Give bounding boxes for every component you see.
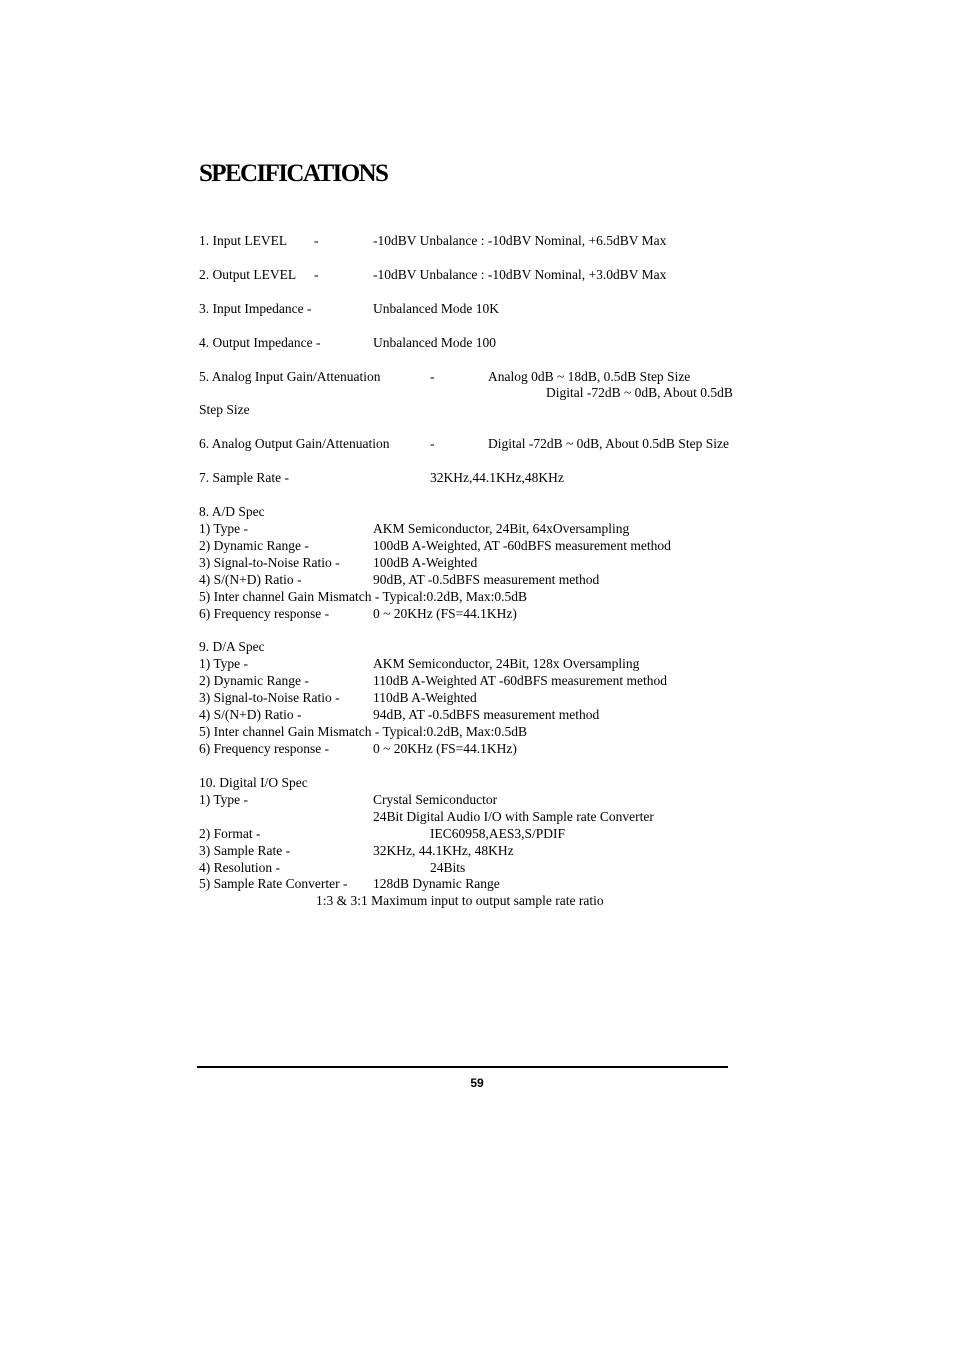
spec-sample-rate-label: 7. Sample Rate - xyxy=(199,470,289,485)
page-number: 59 xyxy=(470,1076,484,1090)
ad-snd-ratio-value: 90dB, AT -0.5dBFS measurement method xyxy=(373,572,600,587)
spec-analog-input-gain-value-2: Digital -72dB ~ 0dB, About 0.5dB xyxy=(546,385,733,400)
spec-output-level-value: -10dBV Unbalance : -10dBV Nominal, +3.0dBV Max xyxy=(373,267,667,282)
dio-format-label: 2) Format - xyxy=(199,826,261,841)
da-snr-label: 3) Signal-to-Noise Ratio - xyxy=(199,690,340,705)
ad-dynamic-range-value: 100dB A-Weighted, AT -60dBFS measurement method xyxy=(373,538,671,553)
ad-snr-value: 100dB A-Weighted xyxy=(373,555,478,570)
da-frequency-response-value: 0 ~ 20KHz (FS=44.1KHz) xyxy=(373,741,517,756)
dio-type-value-2: 24Bit Digital Audio I/O with Sample rate Converter xyxy=(373,809,654,824)
spec-analog-input-gain-label: 5. Analog Input Gain/Attenuation xyxy=(199,369,381,384)
spec-input-impedance-label: 3. Input Impedance - xyxy=(199,301,312,316)
da-dynamic-range-label: 2) Dynamic Range - xyxy=(199,673,309,688)
ad-gain-mismatch: 5) Inter channel Gain Mismatch - Typical:0.2dB, Max:0.5dB xyxy=(199,589,527,604)
da-dynamic-range-value: 110dB A-Weighted AT -60dBFS measurement method xyxy=(373,673,668,688)
ad-spec-heading: 8. A/D Spec xyxy=(199,504,265,519)
ad-snd-ratio-label: 4) S/(N+D) Ratio - xyxy=(199,572,302,587)
footer-rule xyxy=(197,1066,728,1068)
dio-sample-rate-value: 32KHz, 44.1KHz, 48KHz xyxy=(373,843,514,858)
spec-output-impedance-value: Unbalanced Mode 100 xyxy=(373,335,496,350)
ad-type-label: 1) Type - xyxy=(199,521,249,536)
spec-output-level-label: 2. Output LEVEL xyxy=(199,267,297,282)
dio-src-label: 5) Sample Rate Converter - xyxy=(199,876,348,891)
dio-resolution-value: 24Bits xyxy=(430,860,466,875)
da-gain-mismatch: 5) Inter channel Gain Mismatch - Typical:0.2dB, Max:0.5dB xyxy=(199,724,527,739)
spec-sample-rate-value: 32KHz,44.1KHz,48KHz xyxy=(430,470,564,485)
spec-analog-input-gain-value-1: Analog 0dB ~ 18dB, 0.5dB Step Size xyxy=(488,369,691,384)
spec-analog-output-gain-value: Digital -72dB ~ 0dB, About 0.5dB Step Size xyxy=(488,436,729,451)
da-snr-value: 110dB A-Weighted xyxy=(373,690,477,705)
spec-analog-output-gain-label: 6. Analog Output Gain/Attenuation xyxy=(199,436,390,451)
dio-format-value: IEC60958,AES3,S/PDIF xyxy=(430,826,566,841)
dio-resolution-label: 4) Resolution - xyxy=(199,860,280,875)
spec-input-level-value: -10dBV Unbalance : -10dBV Nominal, +6.5dBV Max xyxy=(373,233,667,248)
ad-frequency-response-label: 6) Frequency response - xyxy=(199,606,330,621)
page-title: SPECIFICATIONS xyxy=(199,160,388,187)
spec-output-level-dash: - xyxy=(314,267,319,282)
spec-output-impedance-label: 4. Output Impedance - xyxy=(199,335,321,350)
spec-analog-input-gain-dash: - xyxy=(430,369,435,384)
dio-sample-rate-label: 3) Sample Rate - xyxy=(199,843,291,858)
spec-input-level-dash: - xyxy=(314,233,319,248)
da-type-value: AKM Semiconductor, 24Bit, 128x Oversampling xyxy=(373,656,640,671)
ad-frequency-response-value: 0 ~ 20KHz (FS=44.1KHz) xyxy=(373,606,517,621)
da-snd-ratio-value: 94dB, AT -0.5dBFS measurement method xyxy=(373,707,600,722)
ad-snr-label: 3) Signal-to-Noise Ratio - xyxy=(199,555,340,570)
da-type-label: 1) Type - xyxy=(199,656,249,671)
dio-src-value-2: 1:3 & 3:1 Maximum input to output sample rate ratio xyxy=(316,893,604,908)
spec-input-impedance-value: Unbalanced Mode 10K xyxy=(373,301,499,316)
dio-spec-heading: 10. Digital I/O Spec xyxy=(199,775,308,790)
dio-type-label: 1) Type - xyxy=(199,792,249,807)
da-snd-ratio-label: 4) S/(N+D) Ratio - xyxy=(199,707,302,722)
da-spec-heading: 9. D/A Spec xyxy=(199,639,265,654)
dio-type-value-1: Crystal Semiconductor xyxy=(373,792,498,807)
ad-type-value: AKM Semiconductor, 24Bit, 64xOversampling xyxy=(373,521,630,536)
dio-src-value-1: 128dB Dynamic Range xyxy=(373,876,500,891)
ad-dynamic-range-label: 2) Dynamic Range - xyxy=(199,538,309,553)
spec-analog-output-gain-dash: - xyxy=(430,436,435,451)
da-frequency-response-label: 6) Frequency response - xyxy=(199,741,330,756)
spec-input-level-label: 1. Input LEVEL xyxy=(199,233,288,248)
spec-analog-input-gain-value-3: Step Size xyxy=(199,402,250,417)
